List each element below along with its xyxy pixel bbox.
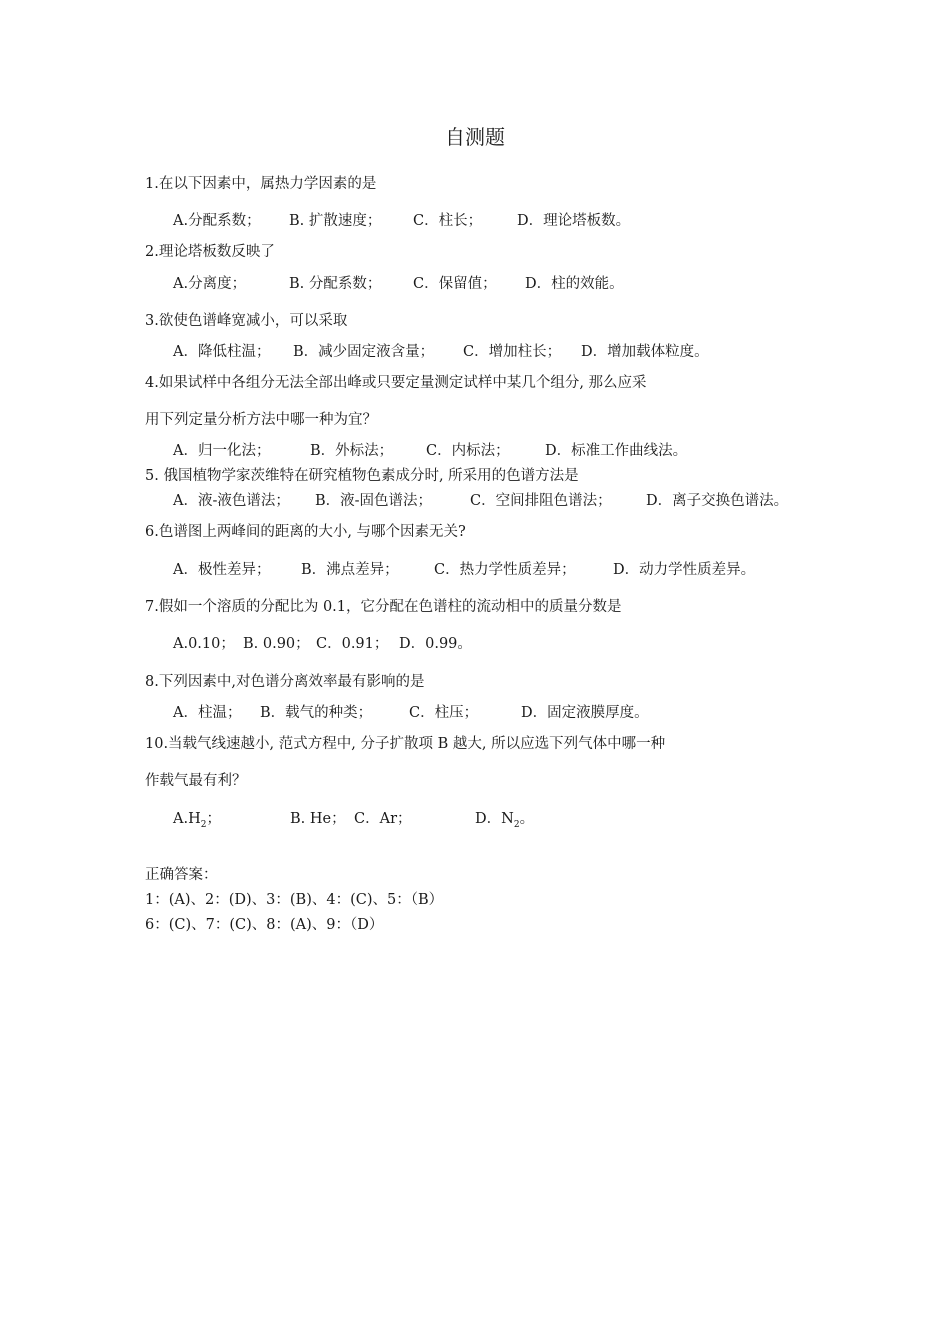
q10-option-c: C．Ar；	[354, 811, 412, 827]
q10-option-d: D．$N_2$。	[475, 811, 535, 830]
question-5-options	[173, 492, 788, 510]
question-4-stem-line-2: 用下列定量分析方法中哪一种为宜？	[145, 412, 377, 428]
q8-option-d: D．固定液膜厚度。	[521, 705, 649, 721]
q10-option-b: B. He；	[290, 811, 346, 827]
question-6-stem: 6.色谱图上两峰间的距离的大小, 与哪个因素无关?	[145, 524, 466, 540]
q5-option-a: A．液-液色谱法；	[173, 493, 290, 509]
q4-option-b: B．外标法；	[310, 443, 394, 459]
q6-option-d: D．动力学性质差异。	[613, 562, 756, 578]
q2-option-d: D．柱的效能。	[525, 276, 624, 292]
page-title: 自测题	[445, 125, 505, 149]
answers-line-1: 1：(A)、2：(D)、3：(B)、4：(C)、5：（B）	[145, 892, 444, 908]
q3-option-d: D．增加载体粒度。	[581, 344, 709, 360]
q7-option-c: C．0.91；	[316, 636, 389, 652]
q7-option-d: D．0.99。	[399, 636, 472, 652]
q2-option-c: C．保留值；	[413, 276, 497, 292]
q4-option-a: A．归一化法；	[173, 443, 271, 459]
question-10-stem-line-2: 作载气最有利？	[145, 773, 247, 789]
q2-option-b: B. 分配系数；	[289, 276, 382, 292]
q1-option-b: B. 扩散速度；	[289, 213, 382, 229]
q1-option-a: A.分配系数；	[173, 213, 261, 229]
question-4-options	[173, 442, 687, 460]
question-8-stem: 8.下列因素中,对色谱分离效率最有影响的是	[145, 674, 425, 690]
question-2-stem: 2.理论塔板数反映了	[145, 244, 275, 260]
question-10-stem-line-1: 10.当载气线速越小, 范式方程中, 分子扩散项 B 越大, 所以应选下列气体中哪一种	[145, 736, 666, 752]
q7-option-b: B. 0.90；	[243, 636, 310, 652]
question-1-stem: 1.在以下因素中，属热力学因素的是	[145, 176, 377, 192]
q6-option-a: A．极性差异；	[173, 562, 271, 578]
answers-line-2: 6：(C)、7：(C)、8：(A)、9：（D）	[145, 917, 384, 933]
q3-option-c: C．增加柱长；	[463, 344, 562, 360]
q5-option-b: B．液-固色谱法；	[315, 493, 433, 509]
question-7-options	[173, 635, 472, 653]
q8-option-a: A．柱温；	[173, 705, 242, 721]
question-3-stem: 3.欲使色谱峰宽减小，可以采取	[145, 313, 348, 329]
question-8-options	[173, 704, 649, 722]
q3-option-b: B．减少固定液含量；	[293, 344, 435, 360]
q10-option-a: $A.H_2$；	[173, 811, 221, 830]
question-5-stem: 5. 俄国植物学家茨维特在研究植物色素成分时, 所采用的色谱方法是	[145, 468, 579, 484]
q4-option-d: D．标准工作曲线法。	[545, 443, 688, 459]
question-6-options	[173, 561, 755, 579]
question-2-options	[173, 275, 624, 293]
q6-option-b: B．沸点差异；	[301, 562, 399, 578]
q3-option-a: A．降低柱温；	[173, 344, 271, 360]
q1-option-d: D．理论塔板数。	[517, 213, 631, 229]
q4-option-c: C．内标法；	[426, 443, 510, 459]
q1-option-c: C．柱长；	[413, 213, 483, 229]
answers-heading: 正确答案：	[145, 867, 218, 883]
question-10-options	[173, 810, 534, 834]
q8-option-b: B．载气的种类；	[260, 705, 373, 721]
q5-option-c: C．空间排阻色谱法；	[470, 493, 612, 509]
q6-option-c: C．热力学性质差异；	[434, 562, 576, 578]
question-1-options	[173, 212, 630, 230]
q7-option-a: A.0.10；	[173, 636, 235, 652]
question-3-options	[173, 343, 709, 361]
q5-option-d: D．离子交换色谱法。	[646, 493, 789, 509]
q2-option-a: A.分离度；	[173, 276, 247, 292]
question-7-stem: 7.假如一个溶质的分配比为 0.1，它分配在色谱柱的流动相中的质量分数是	[145, 599, 622, 615]
q8-option-c: C．柱压；	[409, 705, 479, 721]
question-4-stem-line-1: 4.如果试样中各组分无法全部出峰或只要定量测定试样中某几个组分, 那么应采	[145, 375, 647, 391]
